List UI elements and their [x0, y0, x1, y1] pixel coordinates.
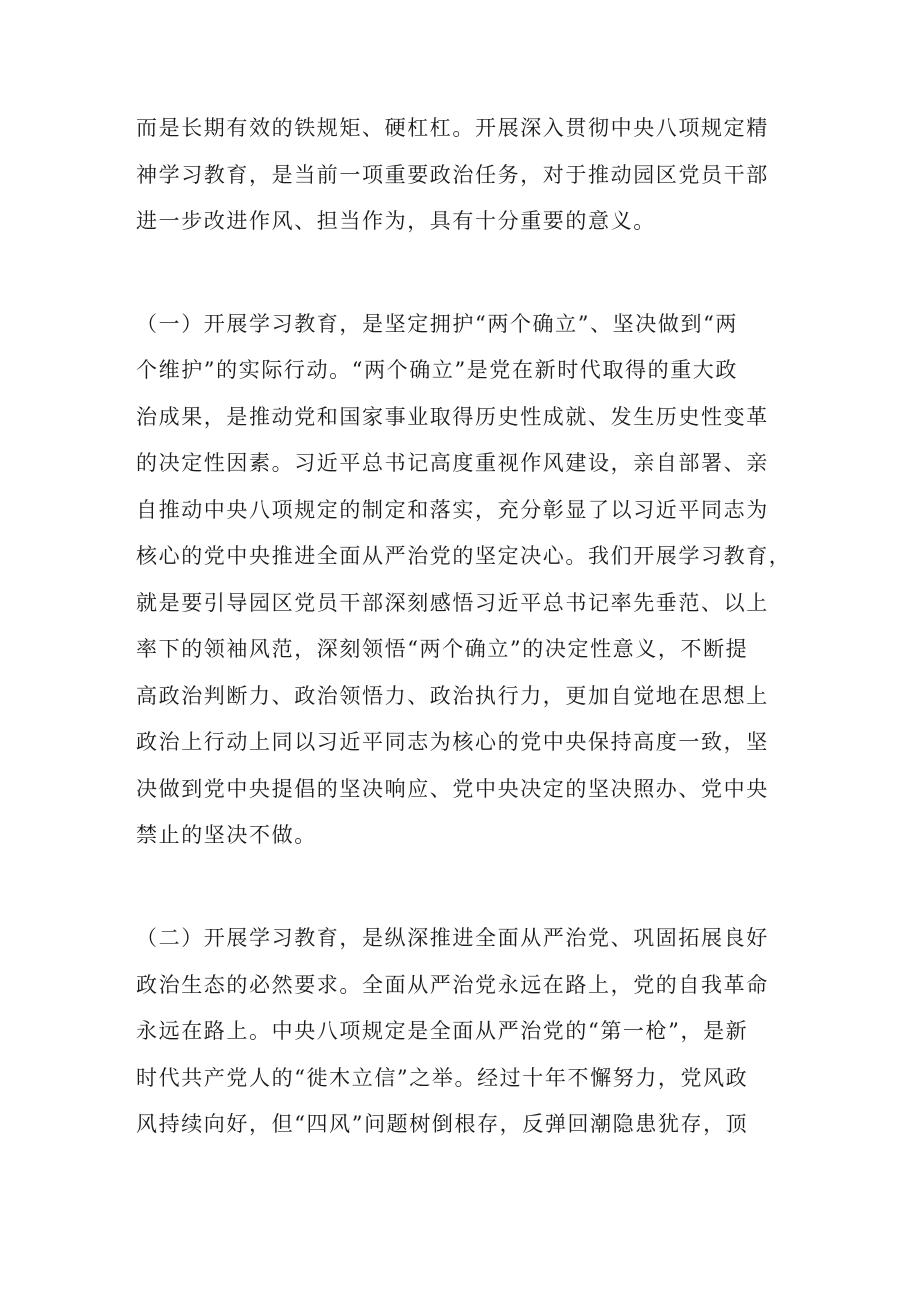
text-line: 个维护”的实际行动。“两个确立”是党在新时代取得的重大政 [136, 358, 739, 382]
text-line: 率下的领袖风范，深刻领悟“两个确立”的决定性意义，不断提 [136, 637, 749, 661]
text-line: 永远在路上。中央八项规定是全面从严治党的“第一枪”，是新 [136, 1019, 749, 1043]
text-line: 决做到党中央提倡的坚决响应、党中央决定的坚决照办、党中央 [136, 777, 769, 801]
text-line: 神学习教育，是当前一项重要政治任务，对于推动园区党员干部 [136, 163, 769, 187]
text-line: 进一步改进作风、担当作为，具有十分重要的意义。 [136, 209, 656, 233]
text-line: 政治上行动上同以习近平同志为核心的党中央保持高度一致，坚 [136, 730, 769, 754]
text-line: 禁止的坚决不做。 [136, 823, 317, 847]
text-line: （一）开展学习教育，是坚定拥护“两个确立”、坚决做到“两 [136, 312, 739, 336]
text-line: 核心的党中央推进全面从严治党的坚定决心。我们开展学习教育， [136, 544, 792, 568]
text-line: 就是要引导园区党员干部深刻感悟习近平总书记率先垂范、以上 [136, 591, 769, 615]
text-line: 而是长期有效的铁规矩、硬杠杠。开展深入贯彻中央八项规定精 [136, 116, 769, 140]
text-line: （二）开展学习教育，是纵深推进全面从严治党、巩固拓展良好 [136, 926, 769, 950]
text-line: 政治生态的必然要求。全面从严治党永远在路上，党的自我革命 [136, 973, 769, 997]
text-line: 高政治判断力、政治领悟力、政治执行力，更加自觉地在思想上 [136, 684, 769, 708]
text-line: 治成果，是推动党和国家事业取得历史性成就、发生历史性变革 [136, 405, 769, 429]
text-line: 时代共产党人的“徙木立信”之举。经过十年不懈努力，党风政 [136, 1066, 749, 1090]
text-line: 自推动中央八项规定的制定和落实，充分彰显了以习近平同志为 [136, 498, 769, 522]
text-line: 的决定性因素。习近平总书记高度重视作风建设，亲自部署、亲 [136, 451, 769, 475]
text-line: 风持续向好，但“四风”问题树倒根存，反弹回潮隐患犹存，顶 [136, 1112, 749, 1136]
